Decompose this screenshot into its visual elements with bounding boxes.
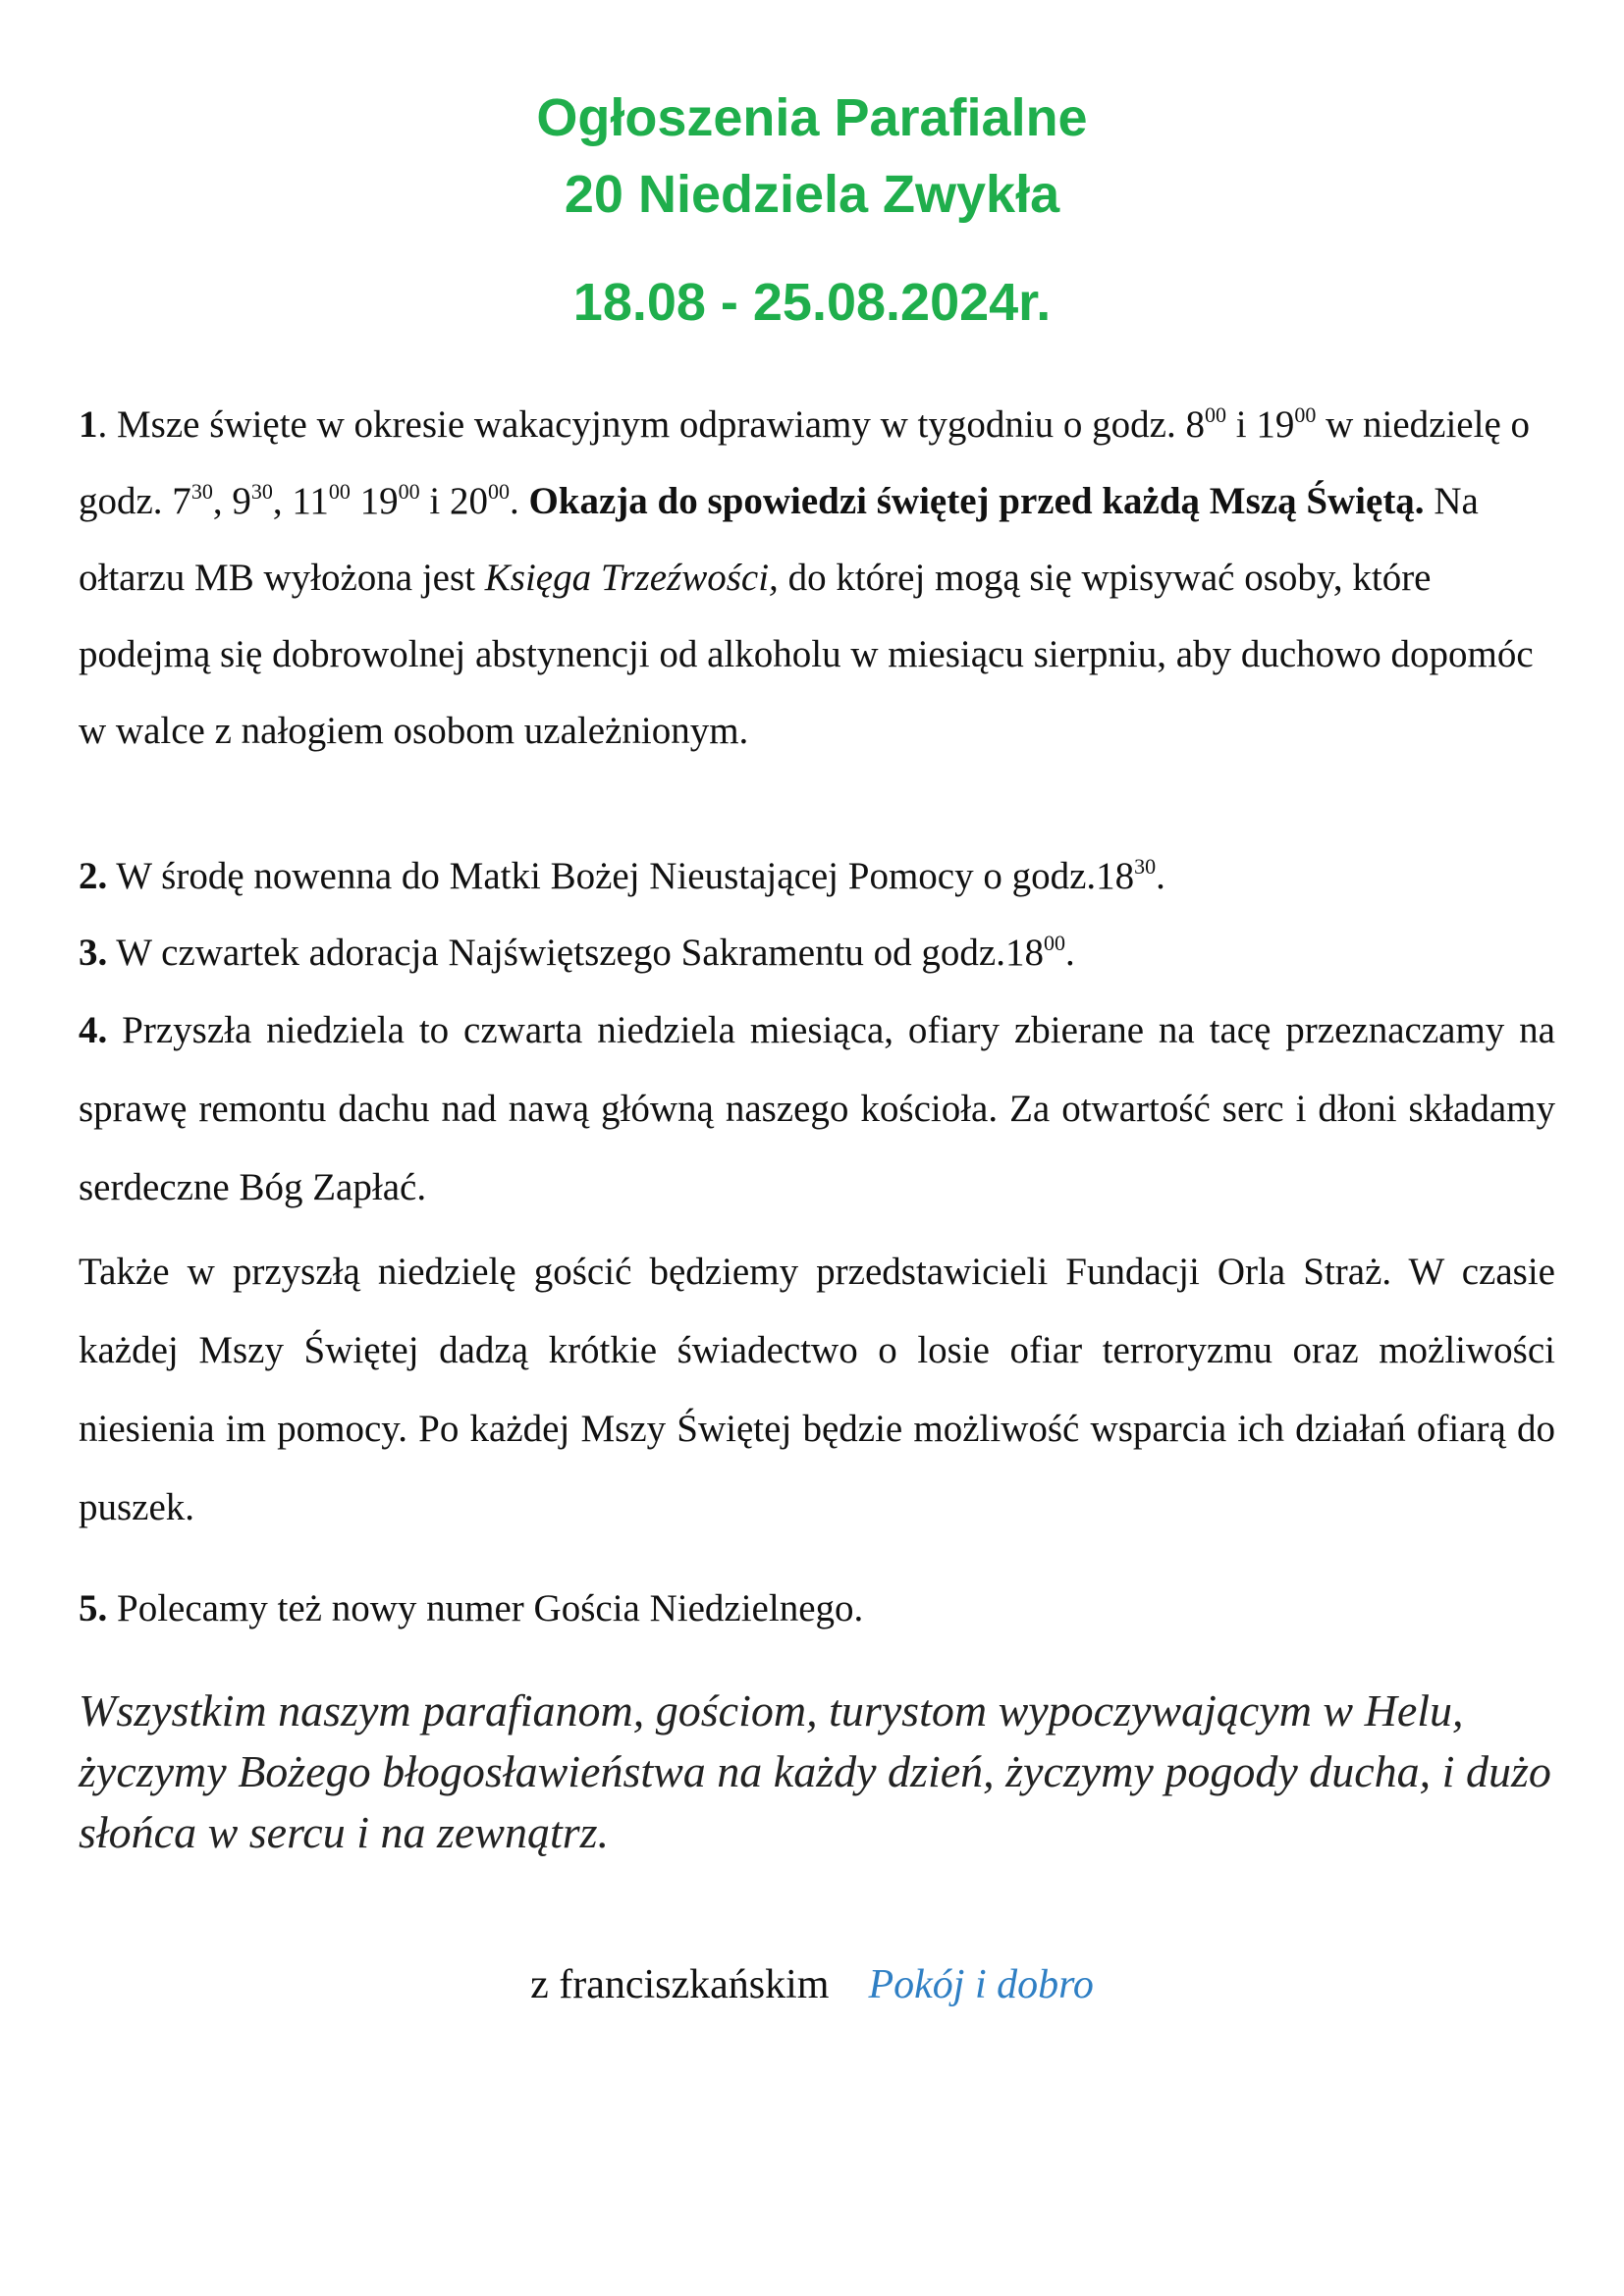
announcement-item-1 xyxy=(79,387,1555,770)
item-text: W środę nowenna do Matki Bożej Nieustającej Pomocy o godz.18 xyxy=(107,855,1135,897)
closing-wishes: Wszystkim naszym parafianom, gościom, turystom wypoczywającym w Helu, życzymy Bożego błogosławieństwa na każdy dzień, życzymy pogody ducha, i dużo słońca w sercu i na zewnątrz. xyxy=(79,1685,1551,1857)
announcement-paragraph-extra xyxy=(79,1233,1555,1547)
time-superscript: 00 xyxy=(328,479,351,504)
time-superscript: 00 xyxy=(1205,402,1226,427)
confession-notice: Okazja do spowiedzi świętej przed każdą Mszą Świętą. xyxy=(528,480,1425,522)
item-text: i 19 xyxy=(1226,403,1295,446)
signature xyxy=(0,1961,1624,2008)
page-subtitle: 20 Niedziela Zwykła xyxy=(564,165,1060,224)
time-superscript: 30 xyxy=(1134,854,1157,879)
item-number: 3. xyxy=(79,932,108,974)
time-superscript: 30 xyxy=(190,479,213,504)
item-text: , 11 xyxy=(272,480,329,522)
item-number: 5. xyxy=(79,1587,108,1629)
item-text: Przyszła niedziela to czwarta niedziela miesiąca, ofiary zbierane na tacę przeznaczamy na sprawę remontu dachu nad nawą główną naszego kościoła. Za otwartość serc i dłoni składamy serdeczne Bóg Zapłać. xyxy=(79,1009,1555,1208)
item-number: 2. xyxy=(79,855,108,897)
item-text: , 9 xyxy=(212,480,251,522)
item-text: . Msze święte w okresie wakacyjnym odprawiamy w tygodniu o godz. 8 xyxy=(97,403,1205,446)
date-range: 18.08 - 25.08.2024r. xyxy=(572,273,1052,332)
announcement-item-4 xyxy=(79,991,1555,1227)
item-number: 1 xyxy=(79,403,98,446)
signature-highlight: Pokój i dobro xyxy=(868,1962,1094,2007)
item-text: do której mogą się wpisywać osoby, które podejmą się dobrowolnej abstynencji od alkoholu w miesiącu sierpniu, aby duchowo dopomóc w walce z nałogiem osobom uzależnionym. xyxy=(79,557,1534,752)
time-superscript: 00 xyxy=(1294,402,1317,427)
announcement-item-2 xyxy=(79,838,1555,915)
item-text: . xyxy=(1156,855,1165,897)
item-text: i 20 xyxy=(419,480,488,522)
book-title: Księga Trzeźwości, xyxy=(484,557,779,599)
time-superscript: 00 xyxy=(487,479,510,504)
item-text: . xyxy=(1064,932,1075,974)
time-superscript: 30 xyxy=(250,479,273,504)
item-text: . xyxy=(509,480,529,522)
time-superscript: 00 xyxy=(1043,931,1065,955)
item-text: 19 xyxy=(350,480,399,522)
item-text: w niedzielę o godz. 7 xyxy=(79,403,1531,522)
signature-prefix: z franciszkańskim xyxy=(530,1962,830,2007)
item-text: Na ołtarzu MB wyłożona jest xyxy=(79,480,1479,599)
item-number: 4. xyxy=(79,1009,108,1051)
item-text: Także w przyszłą niedzielę gościć będziemy przedstawicieli Fundacji Orla Straż. W czasie każdej Mszy Świętej dadzą krótkie świadectwo o losie ofiar terroryzmu oraz możliwości niesienia im pomocy. Po każdej Mszy Świętej będzie możliwość wsparcia ich działań ofiarą do puszek. xyxy=(79,1251,1555,1528)
page-title: Ogłoszenia Parafialne xyxy=(536,88,1088,147)
item-text: W czwartek adoracja Najświętszego Sakramentu od godz.18 xyxy=(107,932,1044,974)
time-superscript: 00 xyxy=(398,479,420,504)
announcement-item-5 xyxy=(79,1571,1555,1647)
announcement-item-3 xyxy=(79,915,1555,991)
item-text: Polecamy też nowy numer Gościa Niedzielnego. xyxy=(107,1587,864,1629)
